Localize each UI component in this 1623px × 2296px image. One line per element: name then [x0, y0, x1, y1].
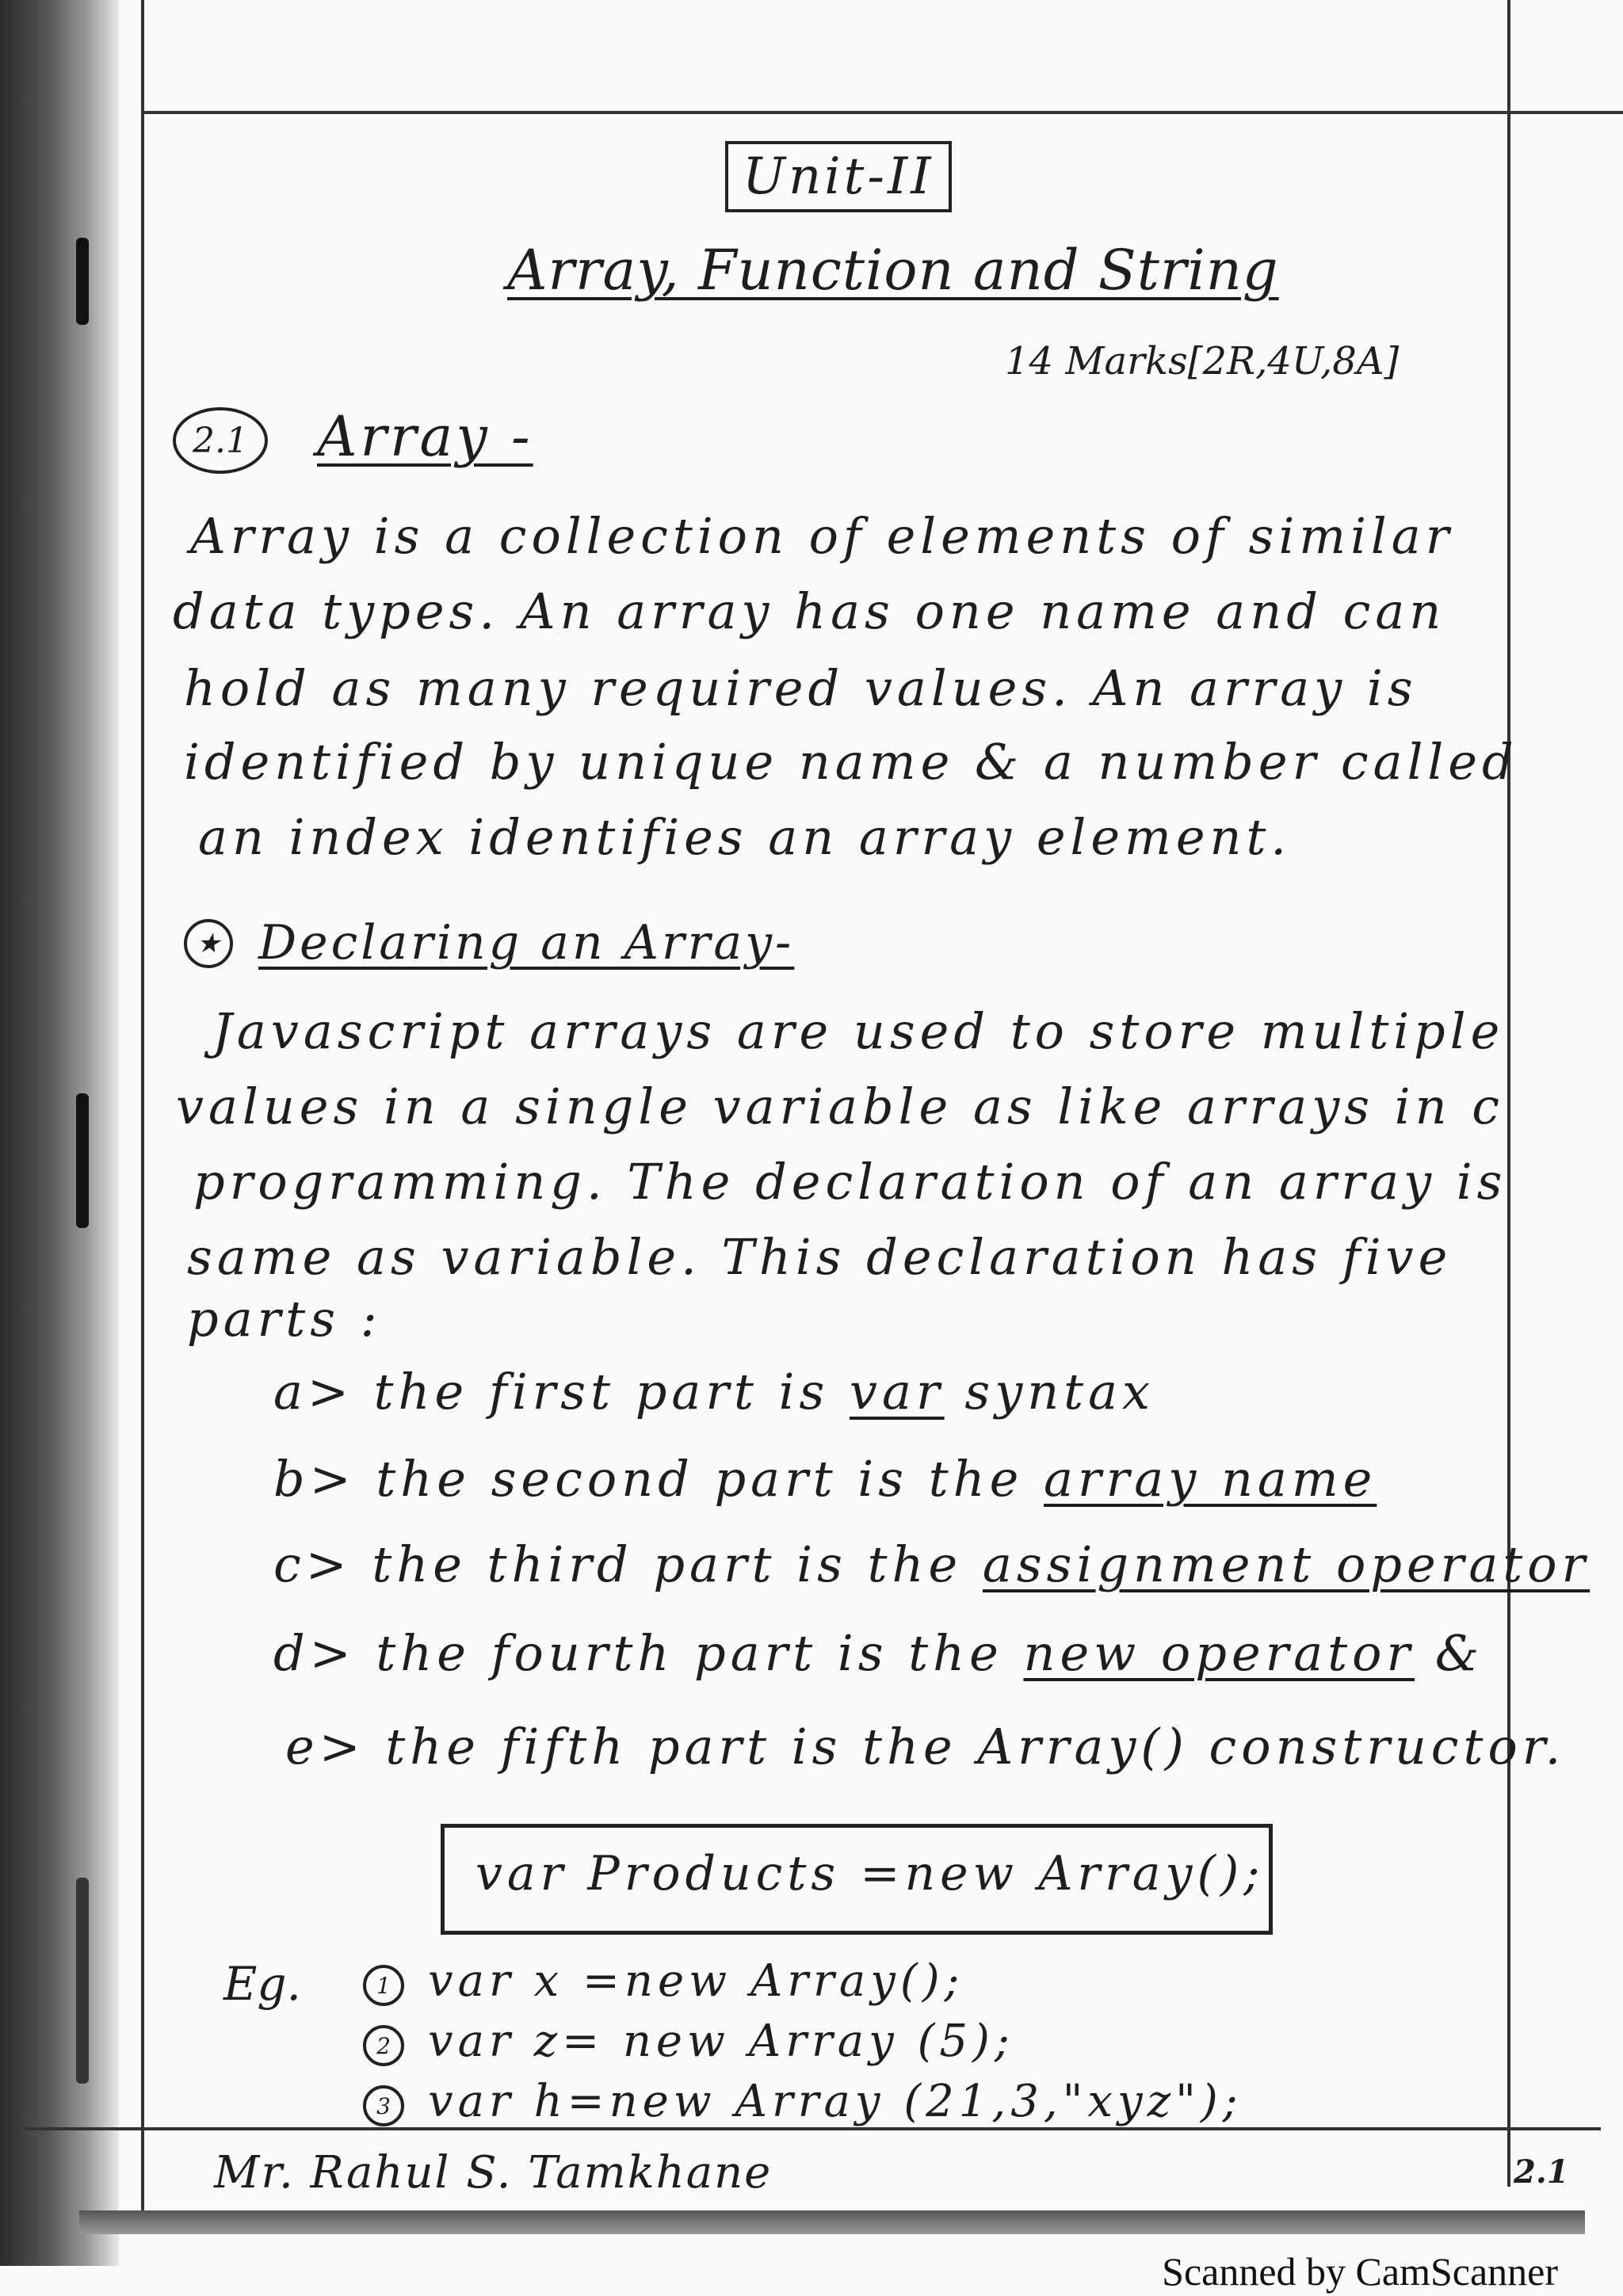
page-number: 2.1	[1514, 2153, 1569, 2191]
binding-edge	[0, 0, 119, 2266]
section-heading: Array -	[317, 404, 533, 469]
example-code: var h=new Array (21,3,"xyz");	[428, 2076, 1243, 2127]
example-number: 2	[363, 2025, 404, 2066]
list-item	[273, 1363, 1155, 1421]
list-text: &	[1434, 1624, 1484, 1682]
list-item	[273, 1624, 1484, 1682]
list-item	[273, 1450, 1377, 1508]
list-term: array name	[1044, 1450, 1377, 1508]
left-margin-rule	[141, 0, 144, 2218]
paragraph-line: an index identifies an array element.	[198, 808, 1292, 866]
list-marker: b>	[273, 1450, 356, 1508]
subsection-heading: Declaring an Array-	[258, 915, 795, 971]
list-text: the first part is	[373, 1363, 830, 1421]
paragraph-line: Javascript arrays are used to store multiple	[212, 1002, 1505, 1060]
list-item	[285, 1718, 1565, 1775]
paragraph-line: programming. The declaration of an array is	[193, 1153, 1507, 1211]
list-text: the third part is the	[372, 1535, 963, 1593]
list-item	[273, 1535, 1590, 1593]
top-rule	[143, 111, 1623, 114]
marks-label: 14 Marks[2R,4U,8A]	[1005, 339, 1400, 383]
scanner-watermark: Scanned by CamScanner	[1162, 2249, 1558, 2294]
list-marker: c>	[273, 1535, 352, 1593]
scan-shadow-bar	[79, 2210, 1585, 2234]
paragraph-line: parts :	[187, 1290, 382, 1348]
author-name: Mr. Rahul S. Tamkhane	[214, 2147, 773, 2199]
paragraph-line: identified by unique name & a number called	[184, 733, 1518, 791]
list-term: var	[850, 1363, 945, 1421]
list-term: assignment operator	[982, 1535, 1591, 1593]
paragraph-line: hold as many required values. An array is	[184, 659, 1418, 717]
star-bullet-icon: ★	[184, 919, 233, 968]
list-term: new operator	[1023, 1624, 1415, 1682]
binding-hole	[76, 1878, 89, 2084]
example-label: Eg.	[223, 1957, 301, 2011]
right-margin-rule	[1507, 0, 1510, 2187]
paragraph-line: values in a single variable as like arrays in c	[176, 1077, 1505, 1135]
list-marker: d>	[273, 1624, 356, 1682]
list-text: the fifth part is the Array() constructor.	[385, 1718, 1566, 1775]
list-text: the second part is the	[376, 1450, 1024, 1508]
binding-hole	[76, 1093, 89, 1228]
example-number: 1	[363, 1965, 404, 2006]
example-number: 3	[363, 2085, 404, 2126]
paragraph-line: Array is a collection of elements of similar	[190, 507, 1454, 565]
example-code: var x =new Array();	[428, 1955, 964, 2007]
list-text: syntax	[964, 1363, 1155, 1421]
list-marker: a>	[273, 1363, 353, 1421]
code-line: var Products =new Array();	[475, 1846, 1265, 1901]
bottom-rule	[24, 2127, 1601, 2130]
section-number: 2.1	[173, 407, 268, 474]
unit-label: Unit-II	[725, 141, 952, 212]
paragraph-line: data types. An array has one name and can	[173, 582, 1446, 640]
list-marker: e>	[285, 1718, 365, 1775]
example-code: var z= new Array (5);	[428, 2016, 1014, 2067]
page-title: Array, Function and String	[507, 238, 1279, 303]
paragraph-line: same as variable. This declaration has five	[187, 1228, 1453, 1286]
binding-hole	[76, 238, 89, 325]
list-text: the fourth part is the	[376, 1624, 1003, 1682]
